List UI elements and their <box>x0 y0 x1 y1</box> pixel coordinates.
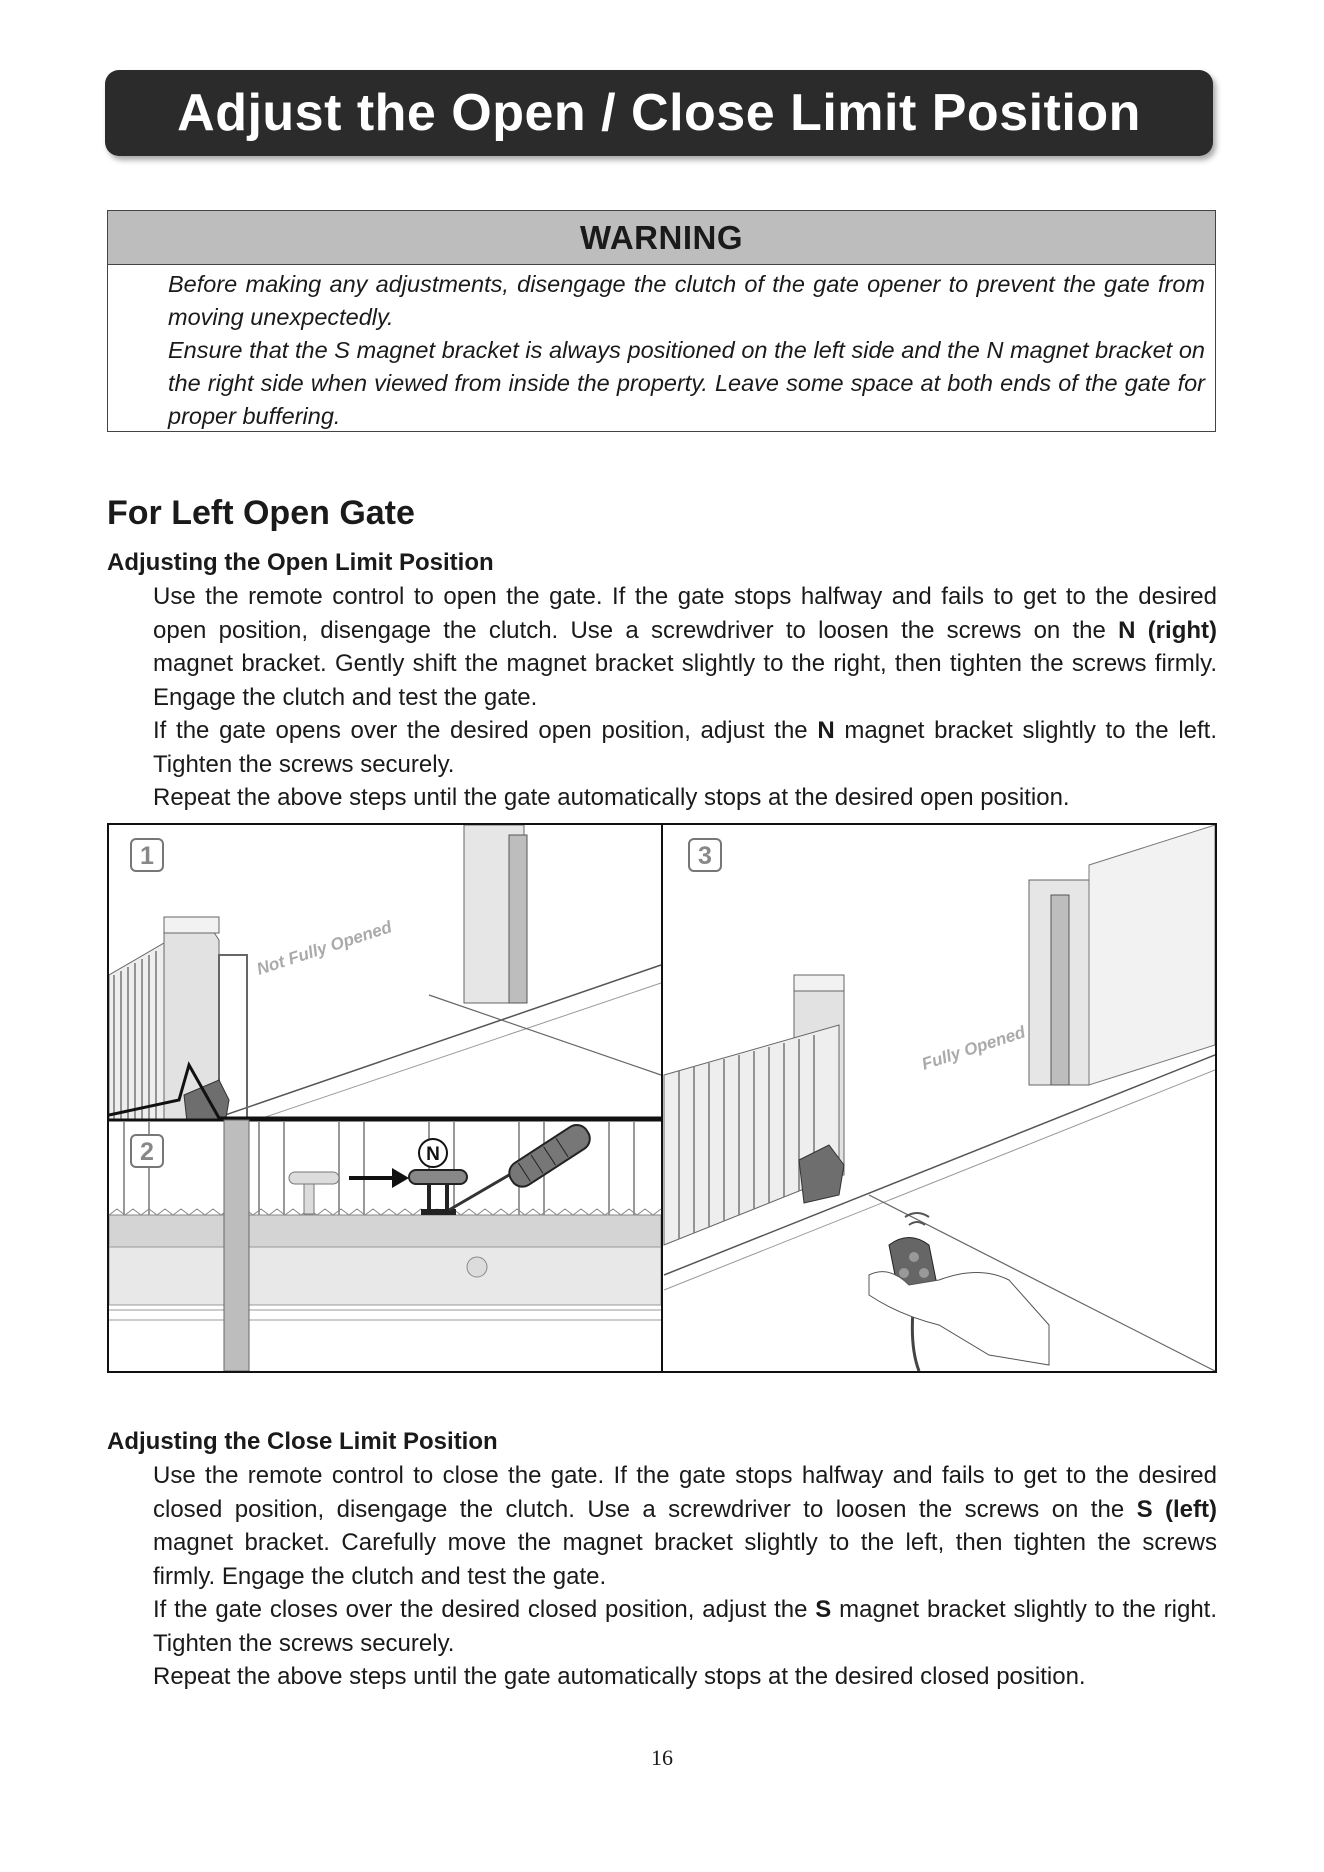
panel-2 <box>109 1120 661 1371</box>
close-limit-paragraph-1: Use the remote control to close the gate. If the gate stops halfway and fails to get to the desired closed position, disengage the clutch. Use a screwdriver to loosen the screws on the S (left) magnet bracket. Carefully move the magnet bracket slightly to the left, then tighten the screws firmly. Engage the clutch and test the gate. <box>153 1462 1217 1590</box>
close-limit-paragraph-2: If the gate closes over the desired closed position, adjust the S magnet bracket slightly to the right. Tighten the screws securely. <box>153 1596 1217 1657</box>
page-title: Adjust the Open / Close Limit Position <box>177 84 1141 142</box>
warning-line-2: Ensure that the S magnet bracket is always positioned on the left side and the N magnet bracket on the right side when viewed from inside the property. Leave some space at both ends of the gate for proper buffering. <box>168 337 1205 429</box>
svg-text:3: 3 <box>698 842 712 870</box>
open-limit-heading: Adjusting the Open Limit Position <box>107 549 494 576</box>
section-heading: For Left Open Gate <box>107 494 415 532</box>
figure-illustration <box>109 825 1215 1371</box>
warning-line-1: Before making any adjustments, disengage the clutch of the gate opener to prevent the gate from moving unexpectedly. <box>168 271 1205 330</box>
open-limit-instructions <box>153 580 1217 815</box>
open-limit-paragraph-1: Use the remote control to open the gate. If the gate stops halfway and fails to get to the desired open position, disengage the clutch. Use a screwdriver to loosen the screws on the N (right) magnet bracket. Gently shift the magnet bracket slightly to the right, then tighten the screws firmly. Engage the clutch and test the gate. <box>153 583 1217 711</box>
open-limit-paragraph-2: If the gate opens over the desired open position, adjust the N magnet bracket slightly to the left. Tighten the screws securely. <box>153 717 1217 778</box>
close-limit-instructions <box>153 1459 1217 1694</box>
instruction-figure <box>107 823 1217 1373</box>
open-limit-paragraph-3: Repeat the above steps until the gate automatically stops at the desired open position. <box>153 784 1070 811</box>
label-fully-opened: Fully Opened <box>919 1022 1028 1074</box>
warning-box <box>107 210 1216 432</box>
label-not-fully-opened: Not Fully Opened <box>254 917 395 979</box>
warning-body <box>108 265 1215 433</box>
svg-text:2: 2 <box>140 1138 154 1166</box>
step-3-badge <box>689 839 721 871</box>
panel-3 <box>664 825 1215 1371</box>
step-2-badge <box>131 1135 163 1167</box>
magnet-n-label: N <box>426 1144 440 1165</box>
step-1-badge <box>131 839 163 871</box>
title-banner <box>105 70 1213 156</box>
svg-text:1: 1 <box>140 842 154 870</box>
page-number: 16 <box>651 1745 673 1770</box>
close-limit-heading: Adjusting the Close Limit Position <box>107 1428 498 1455</box>
close-limit-paragraph-3: Repeat the above steps until the gate automatically stops at the desired closed position. <box>153 1663 1086 1690</box>
warning-heading: WARNING <box>108 211 1215 265</box>
